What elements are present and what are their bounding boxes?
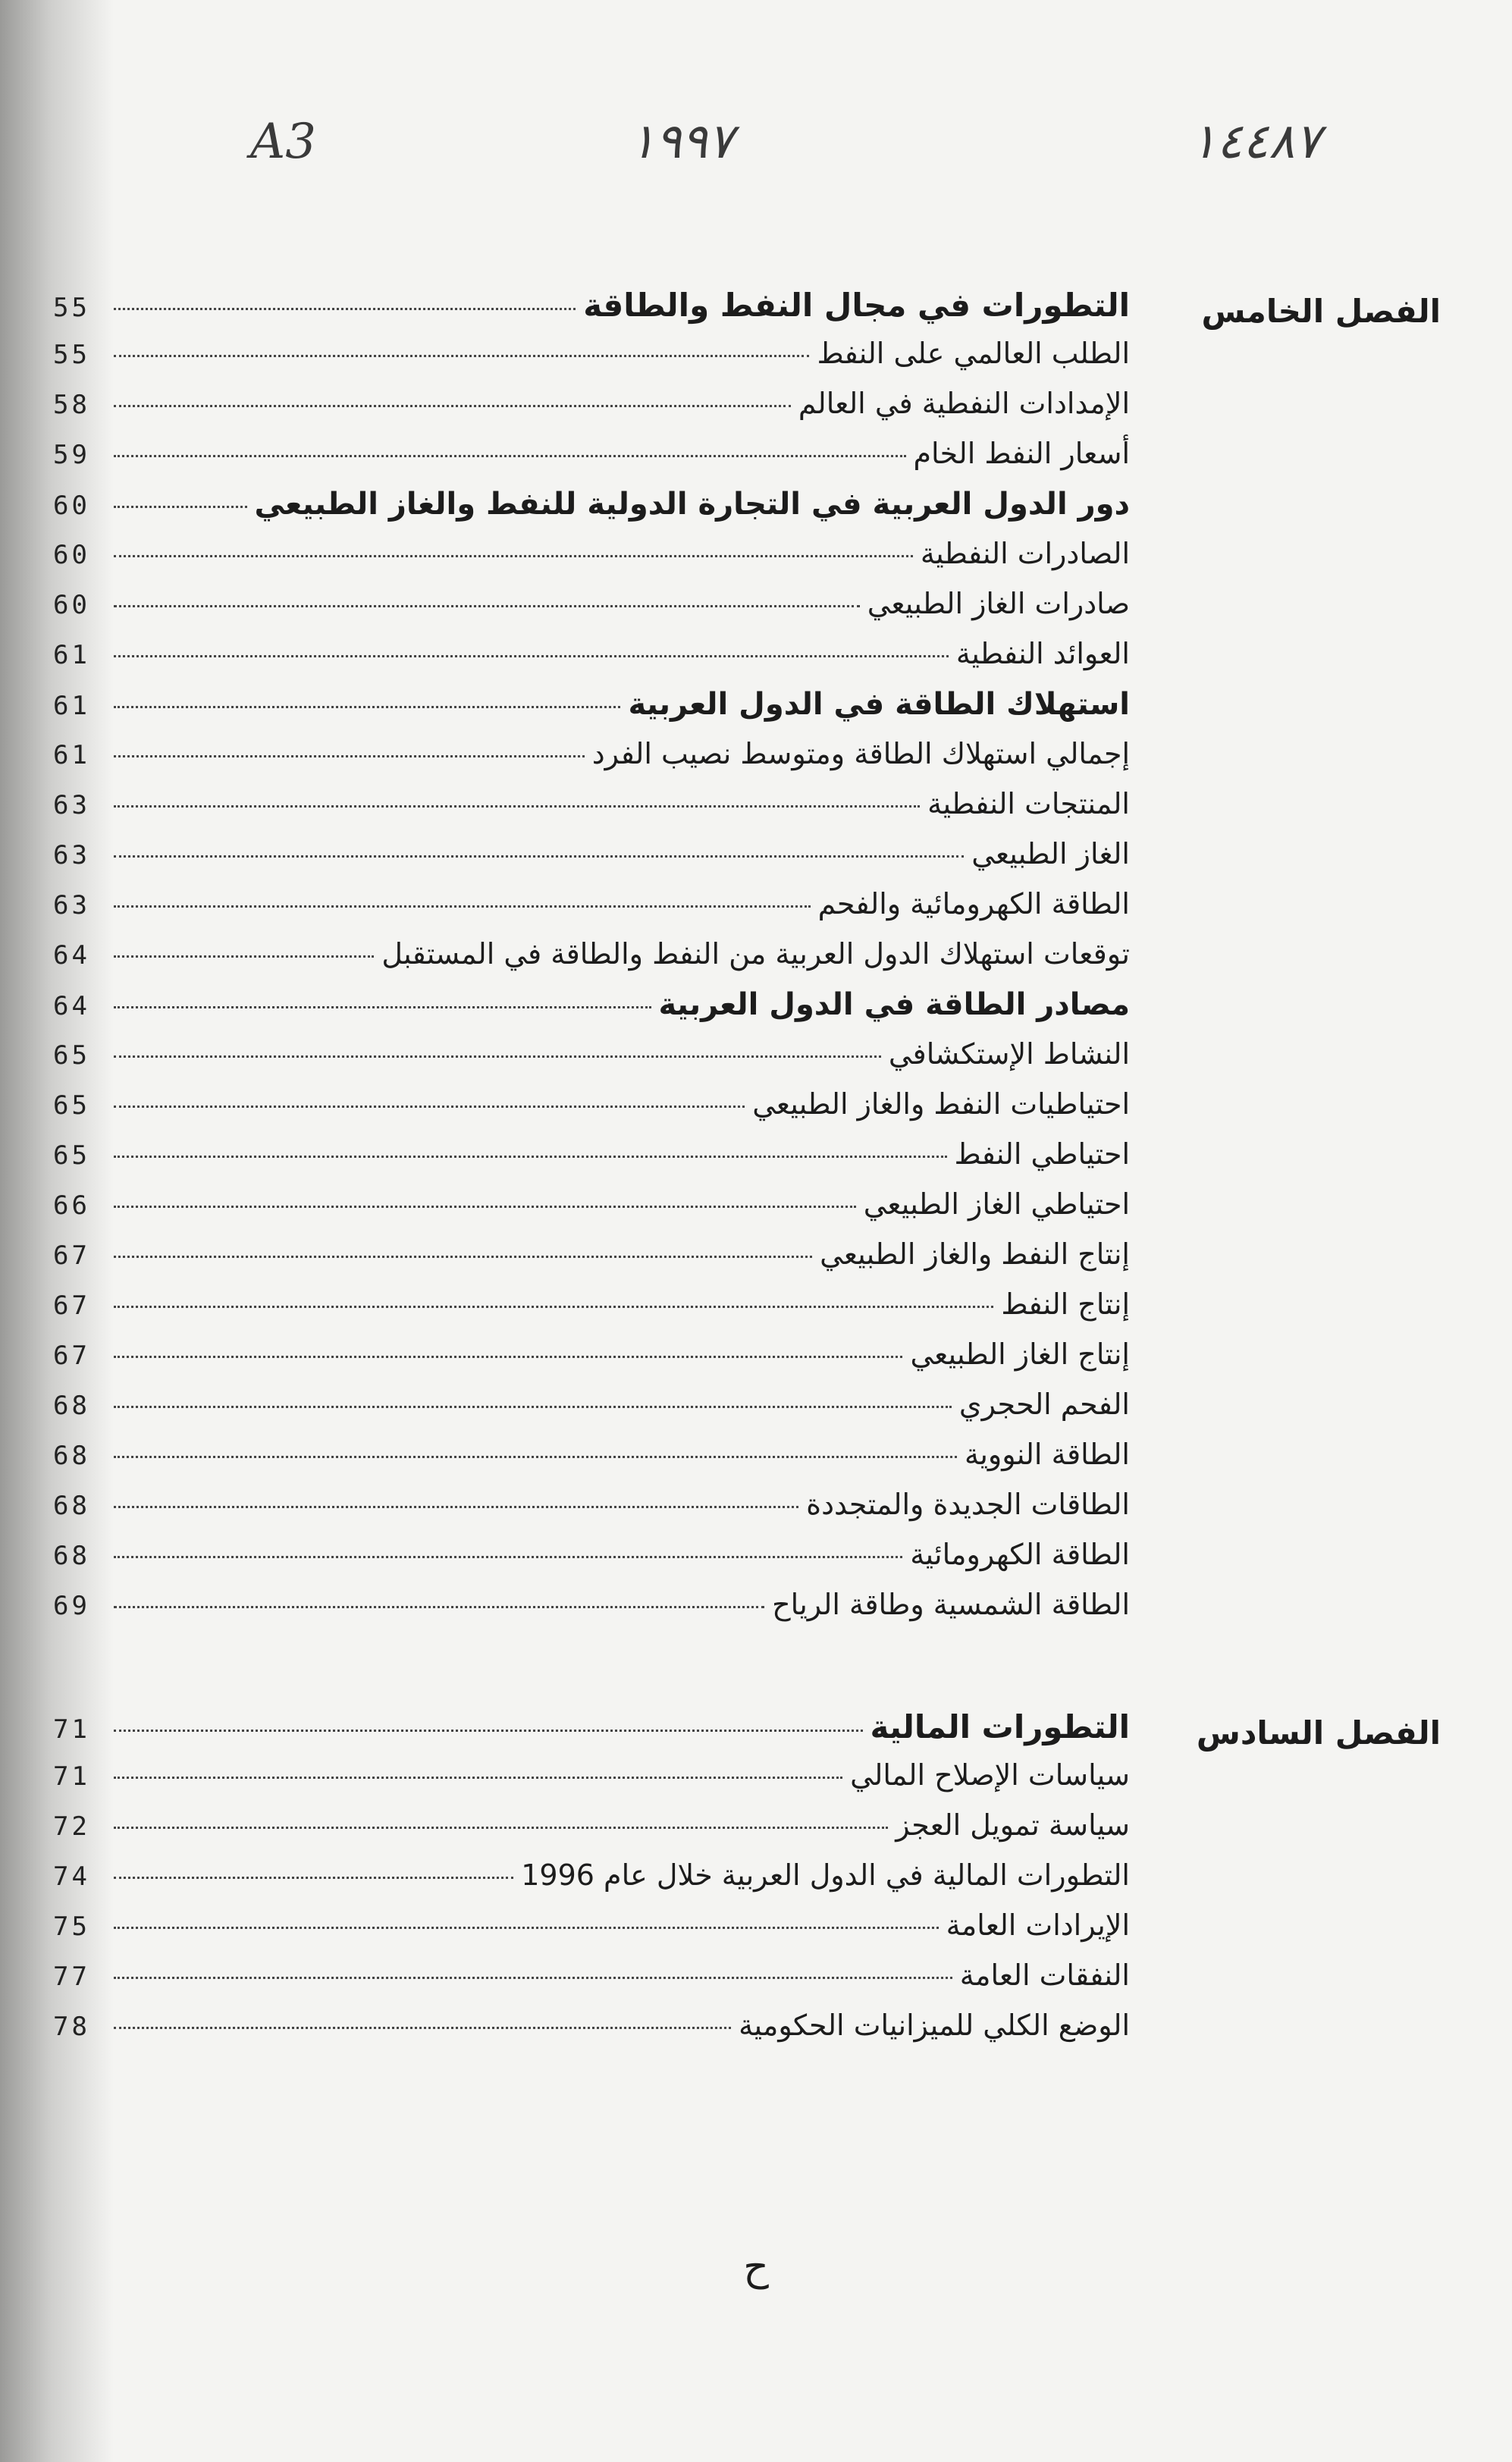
dot-leader [114,755,585,757]
toc-entry [53,1388,1130,1438]
toc-entry-page: 74 [53,1861,90,1892]
toc-entry-title: التطورات المالية [870,1708,1130,1745]
toc-entry-title: دور الدول العربية في التجارة الدولية للنفط والغاز الطبيعي [254,487,1130,522]
dot-leader [114,1977,952,1979]
toc-entry-title: احتياطيات النفط والغاز الطبيعي [752,1087,1130,1121]
dot-leader [114,1156,947,1158]
dot-leader [114,355,809,357]
toc-entry [53,637,1130,687]
toc-entry-title: العوائد النفطية [955,637,1130,670]
toc-entry-title: المنتجات النفطية [927,787,1130,820]
toc-entry-page: 78 [53,2012,90,2042]
toc-entry [53,437,1130,487]
dot-leader [114,555,913,557]
toc-entry-page: 77 [53,1962,90,1992]
toc-entry-title: أسعار النفط الخام [913,437,1130,470]
toc-entry [53,1959,1130,2009]
toc-entry-page: 61 [53,640,90,670]
toc-entry [53,1708,1130,1758]
toc-entry [53,537,1130,587]
dot-leader [114,1106,745,1108]
toc-entry [53,987,1130,1037]
dot-leader [114,1006,651,1008]
toc-entry-title: الإيرادات العامة [946,1908,1130,1942]
toc-entries [53,1708,1130,2059]
dot-leader [114,805,920,808]
toc-entry [53,2009,1130,2059]
toc-entry-page: 60 [53,590,90,620]
toc-entry-title: إجمالي استهلاك الطاقة ومتوسط نصيب الفرد [591,737,1130,770]
toc-entry [53,787,1130,837]
toc-entry [53,1438,1130,1488]
dot-leader [114,706,620,708]
dot-leader [114,455,906,457]
toc-entry [53,887,1130,937]
toc-entry [53,1858,1130,1908]
toc-entry [53,1187,1130,1237]
toc-entry [53,837,1130,887]
toc-entry-title: النفقات العامة [959,1959,1130,1992]
dot-leader [114,1606,764,1608]
toc-entry [53,1287,1130,1338]
dot-leader [114,1256,812,1258]
toc-entry [53,937,1130,987]
toc-entry-page: 68 [53,1541,90,1571]
handwritten-year: ١٩٩٧ [629,114,734,170]
toc-entry-page: 55 [53,340,90,370]
toc-entry [53,1037,1130,1087]
toc-entry-title: النشاط الإستكشافي [888,1037,1130,1071]
toc-entry-title: سياسات الإصلاح المالي [850,1758,1130,1792]
toc-entry [53,1488,1130,1538]
dot-leader [114,905,811,908]
toc-entry [53,1538,1130,1588]
toc-entry-title: احتياطي الغاز الطبيعي [863,1187,1130,1221]
toc-entry-page: 67 [53,1240,90,1271]
toc-entry-title: الوضع الكلي للميزانيات الحكومية [739,2009,1130,2042]
toc-entry-title: الفحم الحجري [958,1388,1130,1421]
toc-entry-title: إنتاج النفط [1001,1287,1130,1321]
toc-entry-title: صادرات الغاز الطبيعي [867,587,1130,620]
toc-entry-title: احتياطي النفط [954,1137,1130,1171]
toc-entry-page: 66 [53,1190,90,1221]
toc-entry-title: الطاقة الكهرومائية [910,1538,1130,1571]
toc-entry-title: الطلب العالمي على النفط [817,337,1130,370]
toc-entry-title: الطاقة الشمسية وطاقة الرياح [772,1588,1130,1621]
toc-entry-page: 63 [53,890,90,921]
dot-leader [114,1506,798,1508]
toc-entry-page: 55 [53,293,90,323]
dot-leader [114,1556,902,1558]
toc-entry [53,387,1130,437]
toc-entry-title: إنتاج النفط والغاز الطبيعي [820,1237,1130,1271]
chapter-label: الفصل السادس [1196,1714,1441,1752]
toc-entry-page: 67 [53,1291,90,1321]
toc-entry-page: 61 [53,740,90,770]
toc-entry-page: 72 [53,1811,90,1842]
dot-leader [114,655,949,657]
toc-entry-title: استهلاك الطاقة في الدول العربية [628,687,1130,722]
toc-entry [53,1758,1130,1808]
toc-entry [53,1588,1130,1638]
chapter-label: الفصل الخامس [1201,293,1441,330]
toc-entry-title: إنتاج الغاز الطبيعي [910,1338,1130,1371]
toc-entry [53,1237,1130,1287]
toc-entry-page: 65 [53,1140,90,1171]
toc-entry-page: 64 [53,991,90,1021]
dot-leader [114,1456,957,1458]
dot-leader [114,1306,993,1308]
dot-leader [114,1877,513,1879]
toc-entry [53,1137,1130,1187]
toc-entry-title: الغاز الطبيعي [971,837,1130,870]
toc-entry-page: 67 [53,1341,90,1371]
dot-leader [114,855,964,858]
toc-entry-page: 58 [53,390,90,420]
dot-leader [114,1356,902,1358]
toc-entry [53,1808,1130,1858]
toc-entry-title: الطاقة الكهرومائية والفحم [817,887,1130,921]
toc-entry [53,1338,1130,1388]
toc-entry [53,1087,1130,1137]
toc-entry [53,587,1130,637]
toc-entry-page: 59 [53,440,90,470]
dot-leader [114,2027,731,2029]
toc-entry-title: التطورات المالية في الدول العربية خلال عام 1996 [521,1858,1130,1892]
dot-leader [114,1206,856,1208]
dot-leader [114,1055,881,1058]
toc-entry-page: 68 [53,1441,90,1471]
dot-leader [114,605,860,607]
dot-leader [114,1406,952,1408]
toc-entry-title: الصادرات النفطية [920,537,1130,570]
toc-entry [53,487,1130,537]
dot-leader [114,308,576,310]
dot-leader [114,506,247,508]
toc-entry-title: سياسة تمويل العجز [896,1808,1130,1842]
toc-entries [53,287,1130,1638]
toc-entry-title: مصادر الطاقة في الدول العربية [658,987,1130,1022]
toc-entry-page: 63 [53,790,90,820]
toc-entry-page: 60 [53,491,90,521]
page-number: ح [743,2244,769,2290]
dot-leader [114,955,374,958]
dot-leader [114,1777,842,1779]
toc-entry [53,1908,1130,1959]
toc-entry-page: 68 [53,1391,90,1421]
toc-entry-page: 71 [53,1714,90,1745]
toc-entry-page: 65 [53,1090,90,1121]
handwritten-code: A3 [250,114,316,170]
toc-entry-title: الطاقة النووية [964,1438,1130,1471]
dot-leader [114,1730,863,1732]
toc-entry-title: الإمدادات النفطية في العالم [798,387,1130,420]
toc-entry [53,737,1130,787]
toc-entry-title: توقعات استهلاك الدول العربية من النفط والطاقة في المستقبل [381,937,1130,971]
toc-entry-page: 68 [53,1491,90,1521]
dot-leader [114,405,791,407]
toc-entry-title: التطورات في مجال النفط والطاقة [583,287,1130,324]
toc-entry-page: 69 [53,1591,90,1621]
toc-entry-title: الطاقات الجديدة والمتجددة [806,1488,1130,1521]
handwritten-number-right: ١٤٤٨٧ [1190,114,1321,170]
toc-entry-page: 71 [53,1761,90,1792]
toc-entry-page: 63 [53,840,90,870]
toc-entry-page: 61 [53,691,90,721]
dot-leader [114,1827,888,1829]
toc-entry-page: 65 [53,1040,90,1071]
toc-entry-page: 60 [53,540,90,570]
toc-entry-page: 75 [53,1912,90,1942]
dot-leader [114,1927,939,1929]
toc-entry [53,687,1130,737]
toc-entry [53,287,1130,337]
toc-entry-page: 64 [53,940,90,971]
toc-entry [53,337,1130,387]
